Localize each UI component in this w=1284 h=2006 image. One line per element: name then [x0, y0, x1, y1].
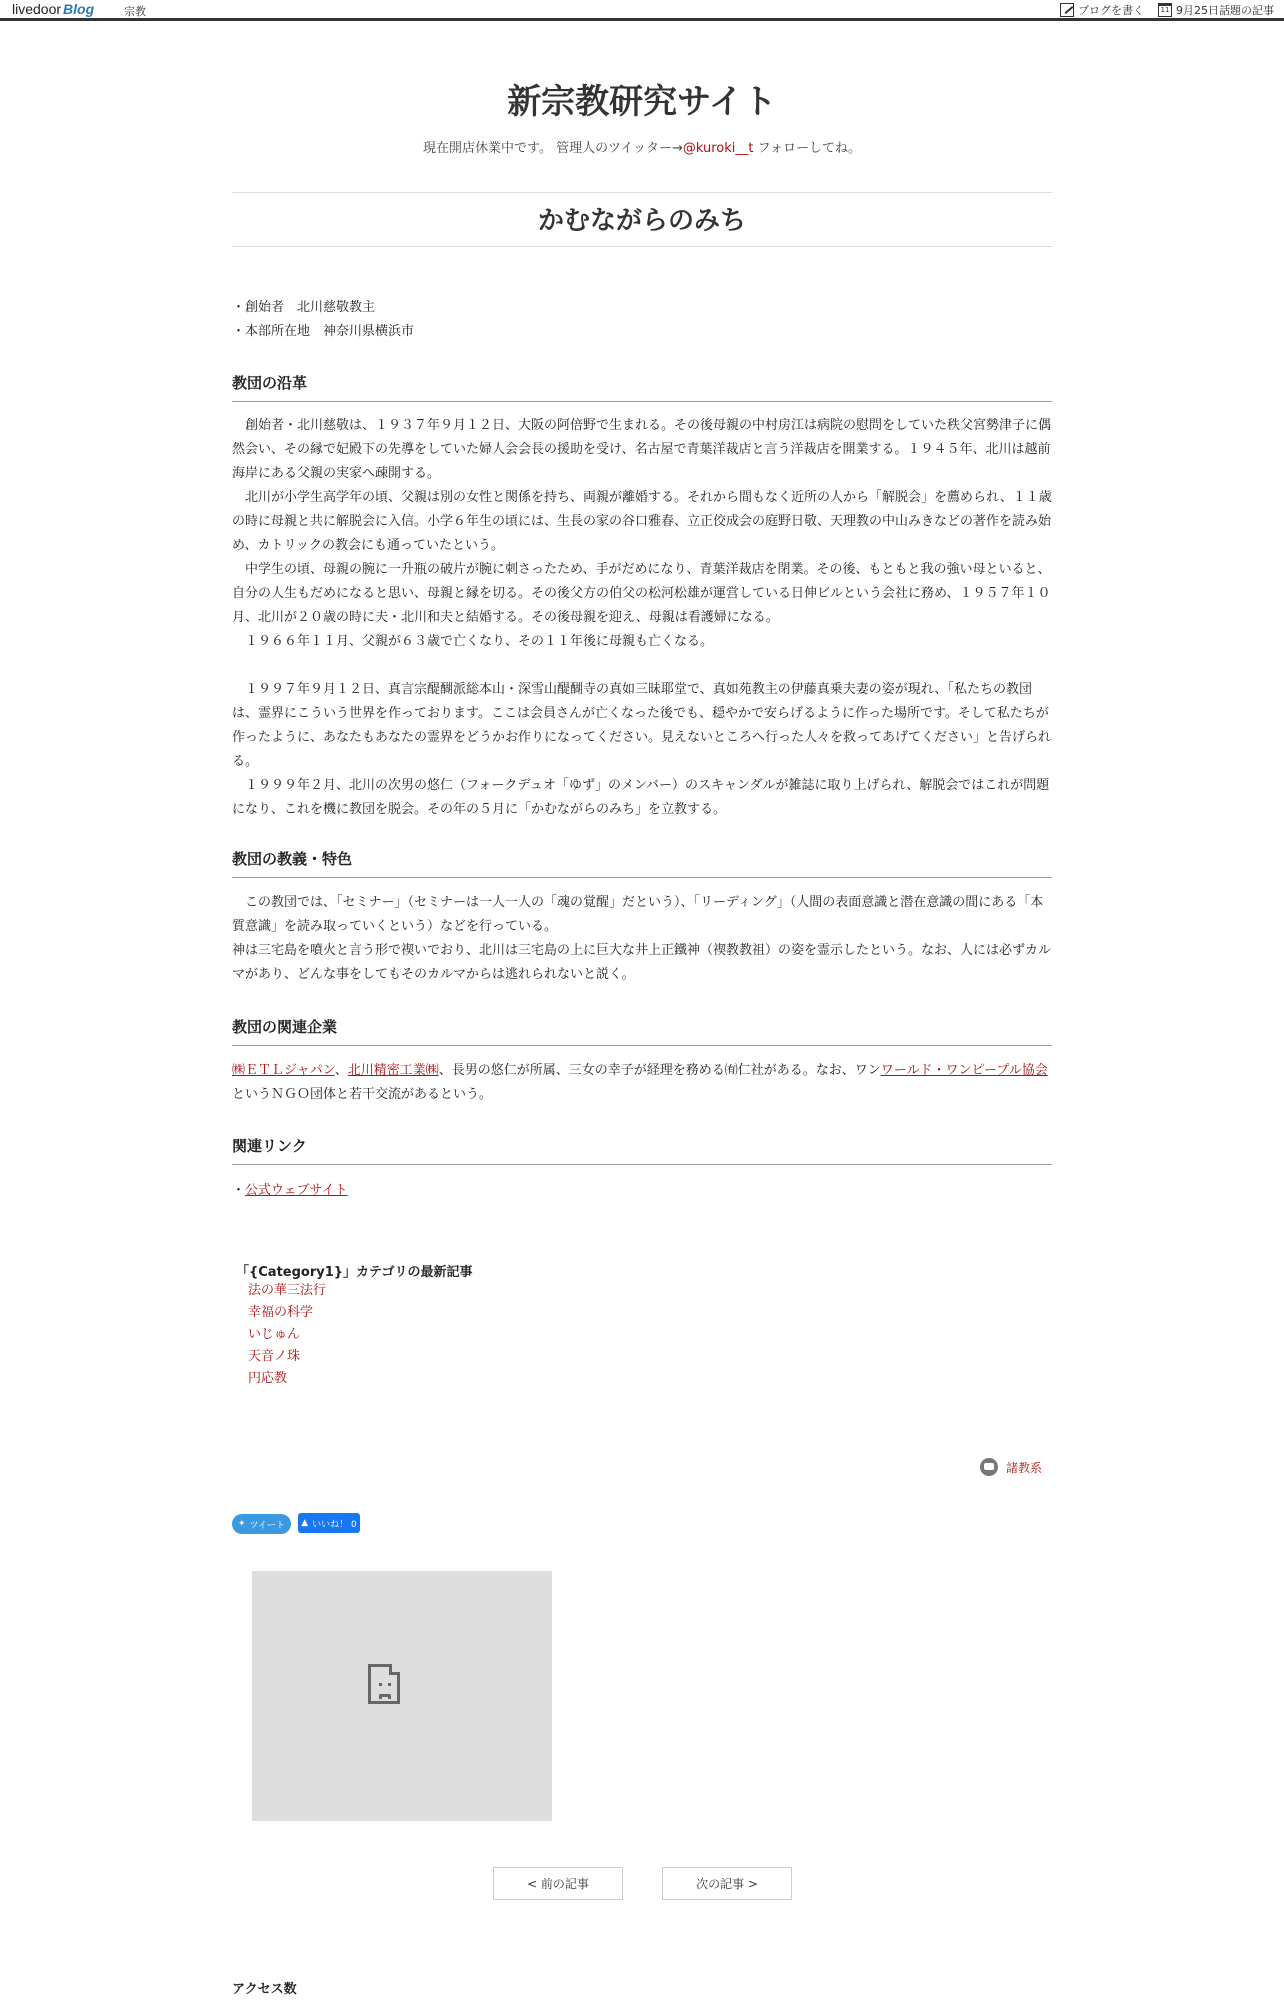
links-heading: 関連リンク: [232, 1135, 1052, 1165]
latest-article-link[interactable]: いじゅん: [248, 1327, 301, 1342]
bird-icon: ✦: [237, 1519, 246, 1529]
history-body: [232, 414, 1052, 822]
livedoor-blog-logo[interactable]: [12, 1, 94, 17]
pen-icon: [1060, 3, 1074, 17]
like-button[interactable]: [298, 1513, 360, 1533]
tweet-label: ツイート: [249, 1520, 286, 1531]
divider: [232, 192, 1052, 193]
calendar-icon: 11: [1158, 3, 1172, 17]
history-paragraph: １９６６年１１月、父親が６３歳で亡くなり、その１１年後に母親も亡くなる。: [232, 634, 714, 649]
history-paragraph: 北川が小学生高学年の頃、父親は別の女性と関係を持ち、両親が離婚する。それから間もなく近所の人から「解脱会」を薦められ、１１歳の時に母親と共に解脱会に入信。小学６年生の頃には、生長の家の谷口雅春、立正佼成会の庭野日敬、天理教の中山みきなどの著作を読み始め、カトリックの教会にも通っていたという。: [232, 490, 1052, 553]
spacer: [232, 654, 1052, 678]
separator: 、: [334, 1063, 348, 1078]
site-desc-before: 現在開店休業中です。 管理人のツイッター→: [423, 141, 683, 156]
links-body: [232, 1179, 1052, 1203]
official-site-link[interactable]: 公式ウェブサイト: [245, 1183, 348, 1198]
history-paragraph: １９９９年２月、北川の次男の悠仁（フォークデュオ「ゆず」のメンバー）のスキャンダルが雑誌に取り上げられ、解脱会ではこれが問題になり、これを機に教団を脱会。その年の５月に「かむながらのみち」を立教する。: [232, 778, 1050, 817]
history-paragraph: 中学生の頃、母親の腕に一升瓶の破片が腕に刺さったため、手がだめになり、青葉洋裁店を閉業。その後、もともと我の強い母といると、自分の人生もだめになると思い、母親と縁を切る。その後父方の伯父の松河松雄が運営している日伸ビルという会社に務め、１９５７年１０月、北川が２０歳の時に夫・北川和夫と結婚する。その後母親を迎え、母親は看護婦になる。: [232, 562, 1051, 625]
founder-line: ・創始者 北川慈敬教主: [232, 300, 376, 315]
doctrine-body: [232, 891, 1052, 987]
site-title[interactable]: 新宗教研究サイト: [507, 82, 777, 122]
doctrine-heading: 教団の教義・特色: [232, 848, 1052, 878]
access-count-heading: アクセス数: [232, 1982, 297, 1997]
fold: [389, 1664, 400, 1675]
history-heading: 教団の沿革: [232, 372, 1052, 402]
site-desc-after: フォローしてね。: [753, 141, 861, 156]
like-label: いいね！ 0: [312, 1519, 357, 1530]
thumbs-up-icon: ▲: [301, 1518, 309, 1528]
latest-articles-title: 「{Category1}」カテゴリの最新記事: [236, 1265, 473, 1280]
kitagawa-seimitsu-link[interactable]: 北川精密工業㈱: [347, 1063, 439, 1078]
history-paragraph: １９９７年９月１２日、真言宗醍醐派総本山・深雪山醍醐寺の真如三昧耶堂で、真如苑教主の伊藤真乗夫妻の姿が現れ、「私たちの教団は、霊界にこういう世界を作っております。ここは会員さんが亡くなった後でも、穏やかで安らげるように作った場所です。そして私たちが作ったように、あなたもあなたの霊界をどうかお作りになってください。見えないところへ行った人々を救ってあげてください」と告げられる。: [232, 682, 1052, 769]
latest-articles-list: [248, 1280, 326, 1390]
category-link[interactable]: 宗教: [124, 5, 146, 18]
topics-label: 9月25日話題の記事: [1176, 4, 1274, 17]
article-category-link[interactable]: [980, 1458, 1042, 1476]
eyes: [379, 1683, 382, 1686]
article-title[interactable]: かむながらのみち: [537, 206, 746, 236]
write-blog-button[interactable]: [1060, 2, 1144, 18]
prev-article-button[interactable]: < 前の記事: [493, 1867, 623, 1900]
basic-info: [232, 296, 1052, 344]
logo-blog-text: Blog: [63, 1, 95, 17]
doctrine-paragraph: 神は三宅島を噴火と言う形で禊いでおり、北川は三宅島の上に巨大な井上正鐵神（禊教教祖）の姿を霊示したという。なお、人には必ずカルマがあり、どんな事をしてもそのカルマからは逃れられないと説く。: [232, 943, 1051, 982]
topics-button[interactable]: [1158, 2, 1274, 18]
bullet: ・: [232, 1183, 246, 1198]
article-category-label: 諸教系: [1006, 1460, 1043, 1475]
companies-text: というＮＧＯ団体と若干交流があるという。: [232, 1087, 493, 1102]
latest-article-link[interactable]: 円応教: [248, 1371, 288, 1386]
category-bubble-icon: [980, 1458, 998, 1476]
companies-body: [232, 1059, 1052, 1107]
companies-heading: 教団の関連企業: [232, 1016, 1052, 1046]
top-bar: [0, 0, 1284, 21]
doctrine-paragraph: この教団では、「セミナー」（セミナーは一人一人の「魂の覚醒」だという）、「リーディング」（人間の表面意識と潜在意識の間にある「本質意識」を読み取っていくという）などを行っている。: [232, 895, 1044, 934]
write-blog-label: ブログを書く: [1078, 4, 1144, 17]
latest-article-link[interactable]: 天音ノ珠: [248, 1349, 301, 1364]
mouth: [379, 1694, 391, 1699]
latest-article-link[interactable]: 法の華三法行: [248, 1283, 327, 1298]
top-bar-actions: [1060, 2, 1274, 18]
twitter-link[interactable]: @kuroki__t: [682, 141, 754, 156]
hq-line: ・本部所在地 神奈川県横浜市: [232, 324, 415, 339]
latest-article-link[interactable]: 幸福の科学: [248, 1305, 314, 1320]
companies-text: 、長男の悠仁が所属、三女の幸子が経理を務める㈲仁社がある。なお、ワン: [438, 1063, 881, 1078]
etl-japan-link[interactable]: ㈱ＥＴＬジャパン: [232, 1063, 335, 1078]
history-paragraph: 創始者・北川慈敬は、１９３７年９月１２日、大阪の阿倍野で生まれる。その後母親の中村房江は病院の慰問をしていた秩父宮勢津子に偶然会い、その縁で妃殿下の先導をしていた婦人会会長の援助を受け、名古屋で青葉洋裁店と言う洋裁店を開業する。１９４５年、北川は越前海岸にある父親の実家へ疎開する。: [232, 418, 1052, 481]
divider: [232, 246, 1052, 247]
broken-document-icon: [368, 1664, 400, 1704]
site-description: [0, 137, 1284, 156]
ad-placeholder: [252, 1571, 552, 1821]
tweet-button[interactable]: [232, 1514, 291, 1534]
logo-text: livedoor: [12, 1, 62, 17]
one-world-link[interactable]: ワールド・ワンピープル協会: [880, 1063, 1048, 1078]
next-article-button[interactable]: 次の記事 >: [662, 1867, 792, 1900]
